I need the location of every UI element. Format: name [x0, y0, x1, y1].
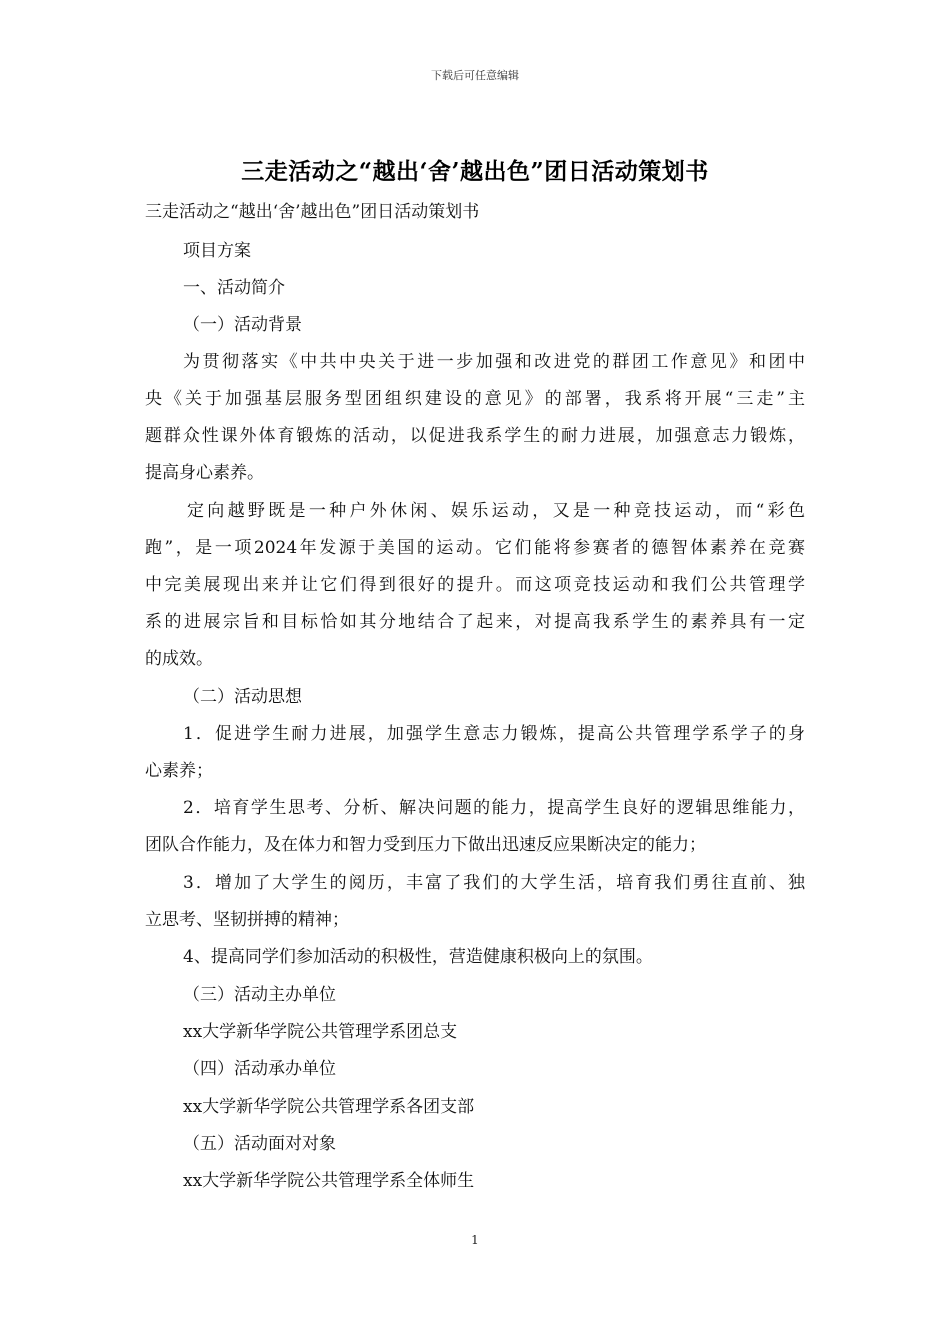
- document-title: 三走活动之“越出‘舍’越出色”团日活动策划书: [241, 158, 709, 185]
- section-heading: 一、活动简介: [183, 278, 285, 298]
- paragraph-line: xx大学新华学院公共管理学系全体师生: [183, 1171, 475, 1191]
- paragraph-line: 跑”，是一项2024年发源于美国的运动。它们能将参赛者的德智体素养在竞赛: [145, 538, 805, 558]
- paragraph-line: 题群众性课外体育锻炼的活动，以促进我系学生的耐力进展，加强意志力锻炼，: [145, 426, 805, 446]
- list-item-line: 4、提高同学们参加活动的积极性，营造健康积极向上的氛围。: [183, 947, 653, 967]
- subtitle-line: 三走活动之“越出‘舍’越出色”团日活动策划书: [145, 202, 480, 222]
- page-number: 1: [471, 1233, 479, 1247]
- list-item-line: 1．促进学生耐力进展，加强学生意志力锻炼，提高公共管理学系学子的身: [183, 724, 805, 744]
- paragraph-line: 的成效。: [145, 649, 213, 669]
- paragraph-line: 央《关于加强基层服务型团组织建设的意见》的部署，我系将开展“三走”主: [145, 389, 805, 409]
- paragraph-line: 提高身心素养。: [145, 463, 264, 483]
- paragraph-line: 为贯彻落实《中共中央关于进一步加强和改进党的群团工作意见》和团中: [183, 352, 805, 372]
- subsection-heading: （一）活动背景: [183, 315, 302, 335]
- paragraph-line: 中完美展现出来并让它们得到很好的提升。而这项竞技运动和我们公共管理学: [145, 575, 805, 595]
- header-note: 下载后可任意编辑: [431, 69, 519, 82]
- list-item-line: 3．增加了大学生的阅历，丰富了我们的大学生活，培育我们勇往直前、独: [183, 873, 805, 893]
- list-item-line: 团队合作能力，及在体力和智力受到压力下做出迅速反应果断决定的能力；: [145, 835, 706, 855]
- paragraph-line: xx大学新华学院公共管理学系各团支部: [183, 1097, 475, 1117]
- paragraph-line: xx大学新华学院公共管理学系团总支: [183, 1022, 458, 1042]
- list-item-line: 立思考、坚韧拼搏的精神；: [145, 910, 349, 930]
- subsection-heading: （四）活动承办单位: [183, 1059, 336, 1079]
- subsection-heading: （三）活动主办单位: [183, 985, 336, 1005]
- list-item-line: 心素养；: [145, 761, 213, 781]
- paragraph-line: 系的进展宗旨和目标恰如其分地结合了起来，对提高我系学生的素养具有一定: [145, 612, 805, 632]
- paragraph-line: 定向越野既是一种户外休闲、娱乐运动，又是一种竞技运动，而“彩色: [187, 501, 805, 521]
- subsection-heading: （五）活动面对对象: [183, 1134, 336, 1154]
- subsection-heading: （二）活动思想: [183, 687, 302, 707]
- section-heading: 项目方案: [183, 241, 251, 261]
- list-item-line: 2．培育学生思考、分析、解决问题的能力，提高学生良好的逻辑思维能力，: [183, 798, 805, 818]
